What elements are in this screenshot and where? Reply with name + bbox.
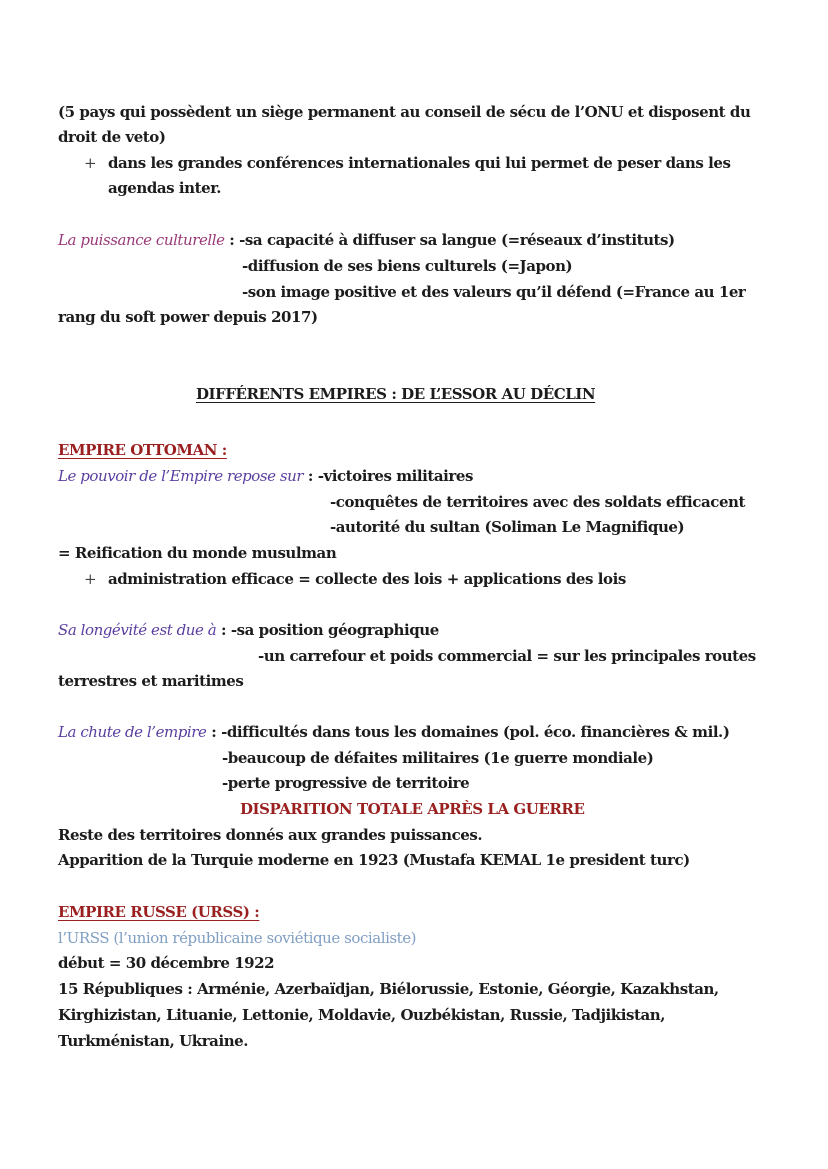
- pouvoir-item-1: -victoires militaires: [317, 467, 473, 485]
- chute-item-3: -perte progressive de territoire: [222, 774, 470, 792]
- intro-bullet-line-2: agendas inter.: [108, 179, 222, 197]
- chute-sep: :: [206, 723, 222, 741]
- chute-item-1: -difficultés dans tous les domaines (pol. éco. financières & mil.): [221, 723, 730, 741]
- intro-line-2: droit de veto): [58, 128, 166, 146]
- reification-line: = Reification du monde musulman: [58, 544, 337, 562]
- disparition-line: DISPARITION TOTALE APRÈS LA GUERRE: [240, 800, 585, 818]
- ottoman-heading: EMPIRE OTTOMAN :: [58, 441, 227, 459]
- republiques-line-3: Turkménistan, Ukraine.: [58, 1032, 249, 1050]
- culture-item-3-cont: rang du soft power depuis 2017): [58, 308, 318, 326]
- urss-line: l’URSS (l’union républicaine soviétique socialiste): [58, 929, 417, 947]
- pouvoir-sep: :: [303, 467, 318, 485]
- republiques-line-2: Kirghizistan, Lituanie, Lettonie, Moldavie, Ouzbékistan, Russie, Tadjikistan,: [58, 1006, 665, 1024]
- admin-line: administration efficace = collecte des lois + applications des lois: [108, 570, 626, 588]
- pouvoir-label: Le pouvoir de l’Empire repose sur: [58, 467, 304, 485]
- longevite-sep: :: [216, 621, 231, 639]
- longevite-item-1: -sa position géographique: [230, 621, 439, 639]
- section-title: DIFFÉRENTS EMPIRES : DE L’ESSOR AU DÉCLIN: [196, 385, 596, 403]
- intro-bullet-line-1: dans les grandes conférences internationales qui lui permet de peser dans les: [108, 154, 731, 172]
- reste-line: Reste des territoires donnés aux grandes puissances.: [58, 826, 483, 844]
- debut-line: début = 30 décembre 1922: [58, 954, 275, 972]
- intro-line-1: (5 pays qui possèdent un siège permanent au conseil de sécu de l’ONU et disposent du: [58, 103, 751, 121]
- longevite-item-2-cont: terrestres et maritimes: [58, 672, 244, 690]
- longevite-item-2: -un carrefour et poids commercial = sur les principales routes: [258, 647, 756, 665]
- culture-item-1: -sa capacité à diffuser sa langue (=réseaux d’instituts): [239, 231, 675, 249]
- culture-item-2: -diffusion de ses biens culturels (=Japon): [242, 257, 573, 275]
- bullet-icon: +: [84, 570, 97, 588]
- longevite-label: Sa longévité est due à: [58, 621, 217, 639]
- culture-first-line: [58, 230, 675, 250]
- republiques-line-1: 15 Républiques : Arménie, Azerbaïdjan, Biélorussie, Estonie, Géorgie, Kazakhstan,: [58, 980, 719, 998]
- pouvoir-item-3: -autorité du sultan (Soliman Le Magnifique): [330, 518, 685, 536]
- pouvoir-item-2: -conquêtes de territoires avec des soldats efficacent: [330, 493, 745, 511]
- pouvoir-first-line: [58, 466, 473, 486]
- chute-label: La chute de l’empire: [58, 723, 207, 741]
- apparition-line: Apparition de la Turquie moderne en 1923 (Mustafa KEMAL 1e president turc): [58, 851, 690, 869]
- russe-heading: EMPIRE RUSSE (URSS) :: [58, 903, 260, 921]
- culture-sep: :: [224, 231, 240, 249]
- bullet-icon: +: [84, 154, 97, 172]
- culture-label: La puissance culturelle: [58, 231, 225, 249]
- chute-first-line: [58, 722, 729, 742]
- culture-item-3: -son image positive et des valeurs qu’il défend (=France au 1er: [242, 283, 746, 301]
- longevite-first-line: [58, 620, 439, 640]
- chute-item-2: -beaucoup de défaites militaires (1e guerre mondiale): [222, 749, 654, 767]
